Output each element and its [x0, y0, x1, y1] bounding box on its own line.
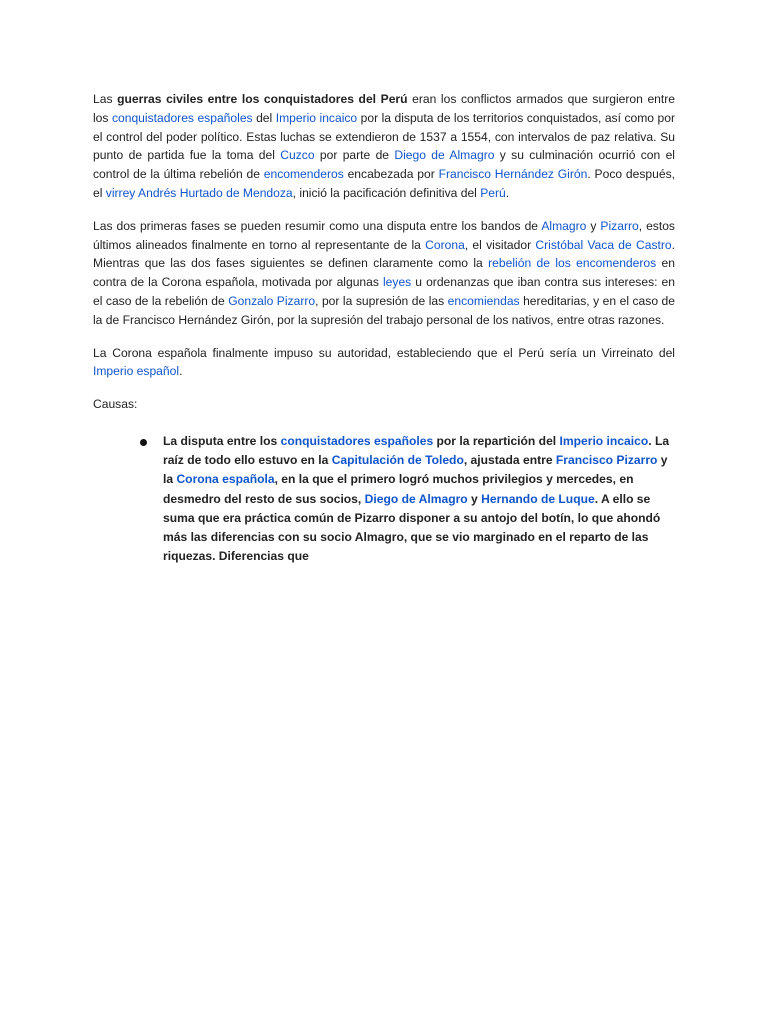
- link-encomenderos[interactable]: encomenderos: [263, 167, 344, 182]
- text: y la: [163, 453, 668, 487]
- link-rebelion-encomenderos[interactable]: rebelión de los encomenderos: [488, 256, 657, 271]
- link-cuzco[interactable]: Cuzco: [280, 148, 315, 163]
- text: , estos últimos alineados finalmente en torno al representante de la: [93, 218, 675, 252]
- link-pizarro[interactable]: Pizarro: [600, 218, 639, 233]
- link-hernando-de-luque[interactable]: Hernando de Luque: [481, 491, 595, 506]
- link-almagro[interactable]: Almagro: [541, 218, 587, 233]
- text: La disputa entre los: [163, 433, 281, 448]
- link-imperio-incaico[interactable]: Imperio incaico: [559, 433, 649, 448]
- text: , por la supresión de las: [315, 293, 448, 308]
- link-capitulacion-de-toledo[interactable]: Capitulación de Toledo: [331, 453, 464, 468]
- phases-paragraph: [93, 217, 675, 330]
- link-diego-de-almagro[interactable]: Diego de Almagro: [364, 491, 468, 506]
- text: del: [252, 110, 276, 125]
- link-peru[interactable]: Perú: [480, 185, 506, 200]
- text: . Mientras que las dos fases siguientes se definen claramente como la: [93, 237, 676, 271]
- bullet-icon: [140, 439, 147, 446]
- list-item: [93, 432, 675, 566]
- text: y su culminación ocurrió con el control de la última rebelión de: [93, 148, 675, 182]
- text: encabezada por: [343, 167, 439, 182]
- link-conquistadores[interactable]: conquistadores españoles: [111, 110, 253, 125]
- text: , ajustada entre: [463, 453, 556, 468]
- document-page: [93, 90, 675, 566]
- text: La Corona española finalmente impuso su autoridad, estableciendo que el Perú sería un Virreinato del: [93, 345, 675, 360]
- link-diego-de-almagro[interactable]: Diego de Almagro: [394, 148, 495, 163]
- text: en contra de la Corona española, motivada por algunas: [93, 256, 676, 290]
- text: por la repartición del: [433, 433, 560, 448]
- link-encomiendas[interactable]: encomiendas: [447, 293, 520, 308]
- text: . Poco después, el: [93, 167, 675, 200]
- link-leyes[interactable]: leyes: [383, 275, 412, 290]
- text: hereditarias, y en el caso de la de Francisco Hernández Girón, por la supresión del trabajo personal de los nativos, entre otras razones.: [93, 293, 675, 327]
- link-imperio-incaico[interactable]: Imperio incaico: [275, 110, 358, 125]
- link-cristobal-vaca-de-castro[interactable]: Cristóbal Vaca de Castro: [535, 237, 672, 252]
- link-francisco-hernandez-giron[interactable]: Francisco Hernández Girón: [438, 167, 588, 182]
- text: por parte de: [314, 148, 395, 163]
- link-corona-espanola[interactable]: Corona española: [176, 472, 275, 487]
- text: y: [467, 491, 482, 506]
- article-subject: guerras civiles entre los conquistadores del Perú: [117, 92, 408, 106]
- link-francisco-pizarro[interactable]: Francisco Pizarro: [555, 453, 658, 468]
- text: Las: [93, 92, 118, 106]
- text: , en la que el primero logró muchos privilegios y mercedes, en desmedro del resto de sus socios,: [163, 472, 634, 506]
- link-corona[interactable]: Corona: [425, 237, 465, 252]
- text: , el visitador: [464, 237, 536, 252]
- causes-list: [93, 432, 675, 566]
- text: Las dos primeras fases se pueden resumir como una disputa entre los bandos de: [93, 218, 542, 233]
- link-conquistadores[interactable]: conquistadores españoles: [280, 433, 434, 448]
- text: y: [586, 218, 601, 233]
- link-imperio-espanol[interactable]: Imperio español: [93, 364, 180, 379]
- link-virrey-hurtado-de-mendoza[interactable]: virrey Andrés Hurtado de Mendoza: [105, 185, 293, 200]
- conclusion-paragraph: [93, 344, 675, 382]
- causes-heading: Causas:: [93, 397, 138, 412]
- text: eran los conflictos armados que surgieron entre los: [93, 92, 676, 125]
- text: .: [505, 185, 510, 200]
- intro-paragraph: [93, 90, 675, 203]
- text: . La raíz de todo ello estuvo en la: [163, 433, 670, 468]
- text: por la disputa de los territorios conquistados, así como por el control del poder político. Estas luchas se extendieron de 1537 a 1554, con intervalos de paz relativa. Su punto de partida fue la toma del: [93, 110, 675, 163]
- text: u ordenanzas que iban contra sus intereses: en el caso de la rebelión de: [93, 275, 676, 308]
- text: .: [179, 364, 183, 379]
- text: . A ello se suma que era práctica común de Pizarro disponer a su antojo del botín, lo que ahondó más las diferencias con su socio Almagro, que se vio marginado en el reparto de las riquezas. Diferencias que: [163, 491, 661, 564]
- link-gonzalo-pizarro[interactable]: Gonzalo Pizarro: [228, 293, 316, 308]
- text: , inició la pacificación definitiva del: [292, 185, 481, 200]
